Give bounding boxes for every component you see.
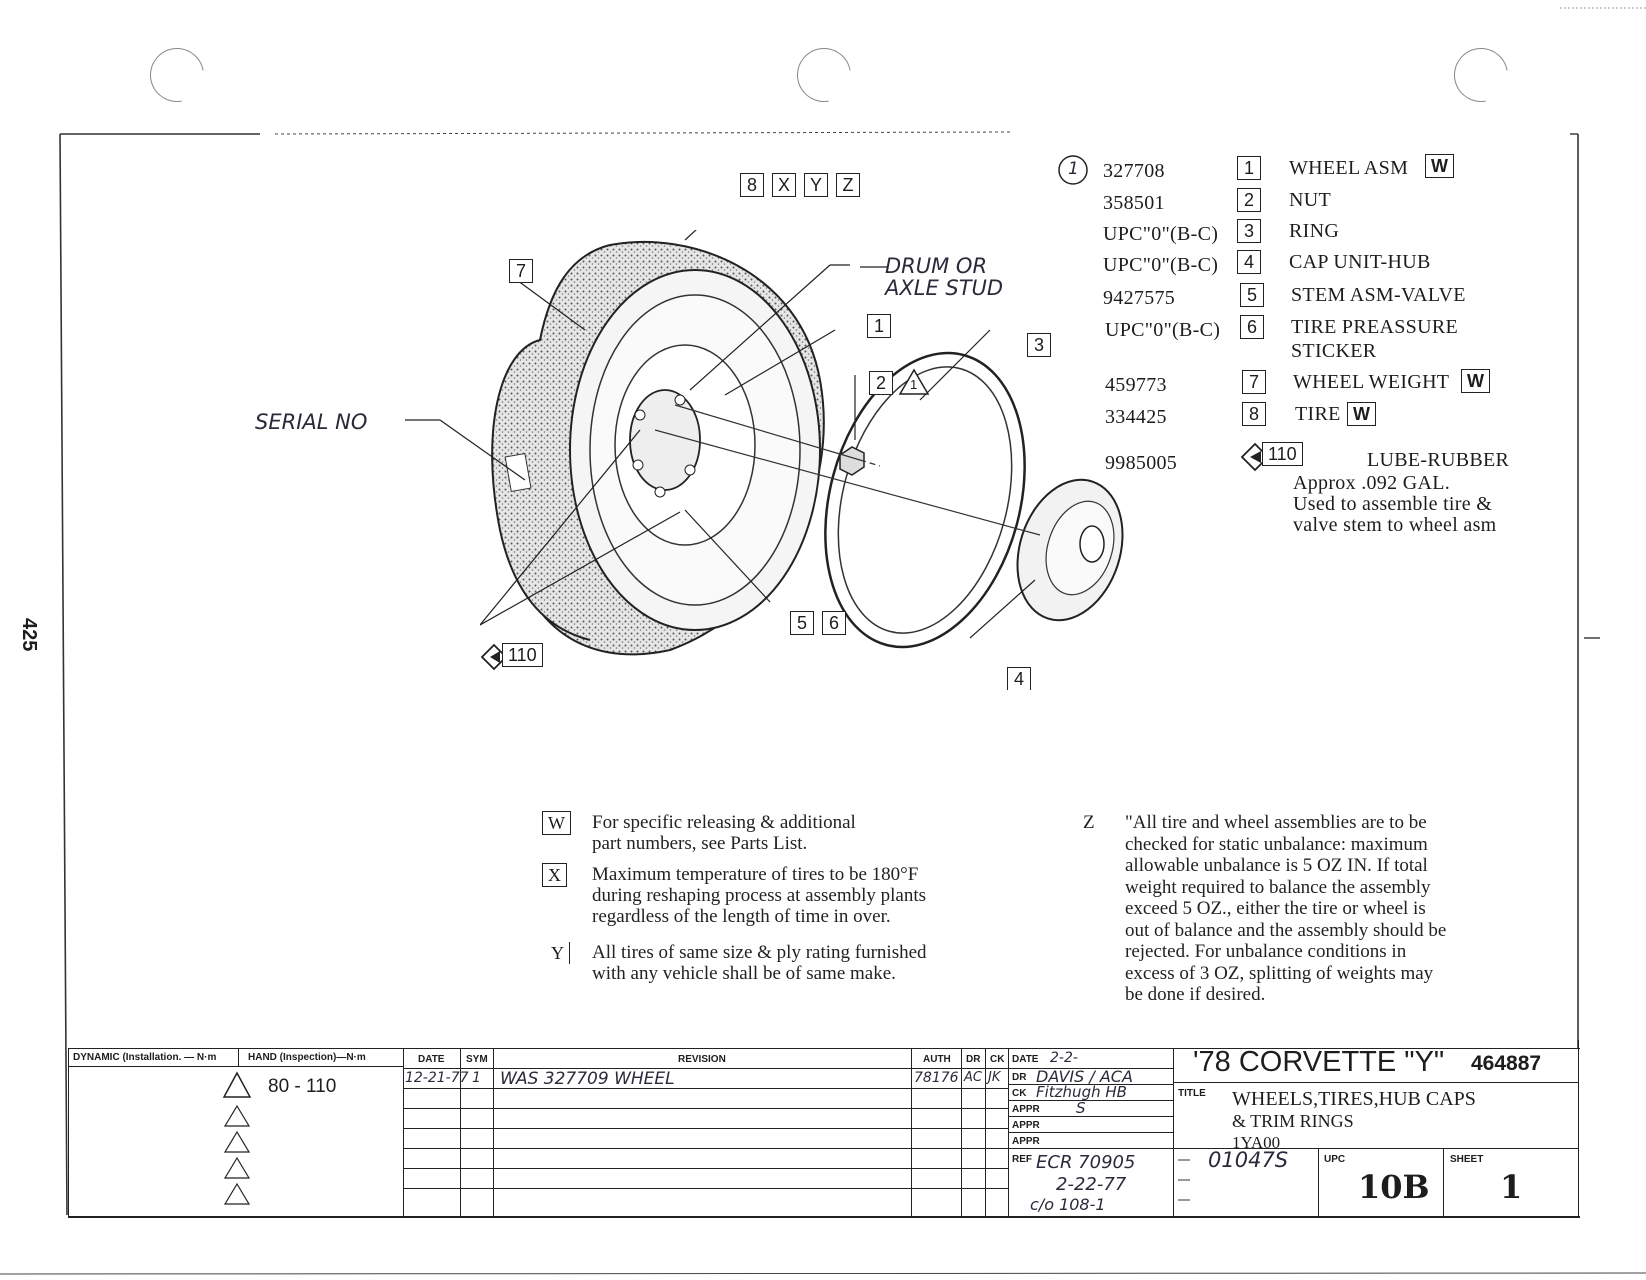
callout-flag-z: Z bbox=[836, 173, 860, 197]
note-x-line2: during reshaping process at assembly plants bbox=[592, 885, 927, 906]
note-z-line9: be done if desired. bbox=[1125, 984, 1266, 1005]
callout-flag-y: Y bbox=[804, 173, 828, 197]
note-z-line4: weight required to balance the assembly bbox=[1125, 876, 1431, 898]
part-item-7: 7 bbox=[1242, 370, 1266, 394]
note-z-line3: allowable unbalance is 5 OZ IN. If total bbox=[1125, 855, 1428, 876]
sheet-value: 1 bbox=[1500, 1168, 1523, 1206]
rev-header-auth: AUTH bbox=[923, 1054, 951, 1065]
parts-list bbox=[1055, 152, 1575, 536]
rev-header-ck: CK bbox=[990, 1054, 1005, 1065]
ref-line-2: 2-22-77 bbox=[1056, 1174, 1127, 1195]
appr-2-label: APPR bbox=[1012, 1120, 1040, 1131]
part-no-4: UPC"0"(B-C) bbox=[1103, 254, 1219, 276]
serial-leader-line bbox=[400, 405, 550, 495]
part-desc-6: TIRE PREASSURE bbox=[1291, 316, 1459, 338]
appr-date-value: 2-2- bbox=[1050, 1050, 1078, 1066]
part-no-5: 9427575 bbox=[1103, 287, 1176, 309]
rev-row-1-ck: JK bbox=[988, 1070, 1001, 1085]
part-no-3: UPC"0"(B-C) bbox=[1103, 223, 1219, 245]
callout-5: 5 bbox=[790, 611, 814, 635]
serial-no-label: SERIAL NO bbox=[255, 410, 368, 434]
code-dashes bbox=[1176, 1152, 1196, 1214]
part-no-6: UPC"0"(B-C) bbox=[1105, 319, 1221, 341]
callout-110-label: 110 bbox=[502, 643, 543, 667]
drum-label-line2: AXLE STUD bbox=[885, 276, 1004, 300]
part-no-1: 327708 bbox=[1103, 160, 1165, 182]
sheet-label: SHEET bbox=[1450, 1154, 1484, 1165]
part-desc-5: STEM ASM-VALVE bbox=[1291, 284, 1466, 306]
part-desc-1: WHEEL ASM bbox=[1289, 157, 1409, 179]
part-item-6: 6 bbox=[1240, 315, 1264, 339]
note-z-line6: out of balance and the assembly should be bbox=[1125, 919, 1447, 941]
note-key-x: X bbox=[542, 863, 567, 887]
title-label: TITLE bbox=[1178, 1088, 1206, 1099]
note-x-line1: Maximum temperature of tires to be 180°F bbox=[592, 864, 919, 885]
note-key-y: Y bbox=[546, 942, 570, 964]
appr-1-label: APPR bbox=[1012, 1104, 1040, 1115]
rev-row-1-dr: AC bbox=[964, 1070, 982, 1085]
appr-dr-value: DAVIS / ACA bbox=[1036, 1067, 1133, 1086]
appr-ck-value: Fitzhugh HB bbox=[1036, 1083, 1127, 1101]
torque-header-hand: HAND (Inspection)—N·m bbox=[248, 1052, 366, 1063]
appr-3-label: APPR bbox=[1012, 1136, 1040, 1147]
rev-header-sym: SYM bbox=[466, 1054, 488, 1065]
note-key-z: Z bbox=[1083, 812, 1095, 833]
notes-right bbox=[1075, 810, 1575, 1010]
appr-dr-label: DR bbox=[1012, 1072, 1027, 1083]
appr-ck-label: CK bbox=[1012, 1088, 1027, 1099]
nut-shape bbox=[840, 447, 864, 475]
upc-label: UPC bbox=[1324, 1154, 1346, 1165]
callout-flag-8: 8 bbox=[740, 173, 764, 197]
part-desc-6-line2: STICKER bbox=[1291, 340, 1377, 362]
note-y-line1: All tires of same size & ply rating furnished bbox=[592, 942, 927, 963]
note-y-line2: with any vehicle shall be of same make. bbox=[592, 963, 896, 984]
note-x-line3: regardless of the length of time in over. bbox=[592, 906, 891, 927]
title-line-3: 1YA00 bbox=[1232, 1133, 1281, 1152]
lube-line-2: Used to assemble tire & bbox=[1293, 493, 1493, 515]
drum-label-line1: DRUM OR bbox=[885, 254, 988, 278]
model-name: '78 CORVETTE "Y" bbox=[1193, 1046, 1445, 1078]
callout-3: 3 bbox=[1027, 333, 1051, 357]
part-desc-2: NUT bbox=[1289, 189, 1332, 211]
title-block bbox=[68, 1040, 1580, 1218]
lube-part-no: 9985005 bbox=[1105, 452, 1178, 474]
callout-4: 4 bbox=[1007, 667, 1031, 690]
note-w-line1: For specific releasing & additional bbox=[592, 812, 856, 833]
ref-line-1: ECR 70905 bbox=[1036, 1152, 1136, 1173]
part-item-1: 1 bbox=[1237, 156, 1261, 180]
torque-value: 80 - 110 bbox=[268, 1076, 337, 1097]
page-number: 425 bbox=[18, 618, 40, 652]
lube-desc: LUBE-RUBBER bbox=[1367, 449, 1510, 471]
part-desc-3: RING bbox=[1289, 220, 1340, 242]
note-z-line7: rejected. For unbalance conditions in bbox=[1125, 941, 1407, 962]
lube-line-3: valve stem to wheel asm bbox=[1293, 514, 1497, 536]
part-flag-7: W bbox=[1461, 369, 1490, 393]
note-z-line5: exceed 5 OZ., either the tire or wheel is bbox=[1125, 898, 1426, 919]
part-flag-1: W bbox=[1425, 154, 1454, 178]
drum-leader-line bbox=[860, 262, 890, 272]
upc-value: 10B bbox=[1358, 1168, 1430, 1206]
notes-left bbox=[540, 810, 1040, 990]
note-w-line2: part numbers, see Parts List. bbox=[592, 833, 808, 854]
part-desc-7: WHEEL WEIGHT bbox=[1293, 371, 1450, 393]
part-flag-8: W bbox=[1347, 402, 1376, 426]
title-line-1: WHEELS,TIRES,HUB CAPS bbox=[1232, 1088, 1476, 1110]
callout-2: 2 bbox=[869, 371, 893, 395]
part-no-7: 459773 bbox=[1105, 374, 1167, 396]
note-z-line2: checked for static unbalance: maximum bbox=[1125, 833, 1428, 855]
rev-header-revision: REVISION bbox=[678, 1054, 726, 1065]
callout-2-triangle-number: 1 bbox=[910, 377, 918, 392]
note-z-line8: excess of 3 OZ, splitting of weights may bbox=[1125, 962, 1434, 984]
callout-7: 7 bbox=[509, 259, 533, 283]
rev-row-1-auth: 78176 bbox=[914, 1070, 959, 1086]
part-desc-8: TIRE bbox=[1295, 403, 1341, 425]
rev-row-1-date: 12-21-77 bbox=[405, 1070, 469, 1086]
part-no-2: 358501 bbox=[1103, 192, 1165, 214]
rev-row-1-sym: 1 bbox=[472, 1070, 481, 1086]
part-item-5: 5 bbox=[1240, 283, 1264, 307]
circle-mark-number: 1 bbox=[1068, 159, 1079, 179]
appr-date-label: DATE bbox=[1012, 1054, 1039, 1065]
note-z-line1: "All tire and wheel assemblies are to be bbox=[1125, 812, 1427, 833]
drawing-number: 464887 bbox=[1471, 1052, 1542, 1075]
torque-triangles bbox=[222, 1070, 252, 1220]
title-line-2: & TRIM RINGS bbox=[1232, 1111, 1354, 1131]
part-desc-4: CAP UNIT-HUB bbox=[1289, 251, 1431, 273]
part-item-8: 8 bbox=[1242, 402, 1266, 426]
appr-1-value: S bbox=[1076, 1099, 1086, 1117]
note-key-w: W bbox=[542, 811, 571, 835]
rev-header-dr: DR bbox=[966, 1054, 981, 1065]
rev-header-date: DATE bbox=[418, 1054, 445, 1065]
ref-line-3: c/o 108-1 bbox=[1030, 1195, 1106, 1214]
callout-1: 1 bbox=[867, 314, 891, 338]
part-item-2: 2 bbox=[1237, 188, 1261, 212]
part-item-4: 4 bbox=[1237, 250, 1261, 274]
part-item-3: 3 bbox=[1237, 219, 1261, 243]
torque-header-dynamic: DYNAMIC (Installation. — N·m bbox=[73, 1052, 217, 1063]
callout-6: 6 bbox=[822, 611, 846, 635]
code-number: 01047S bbox=[1208, 1148, 1289, 1172]
lube-line-1: Approx .092 GAL. bbox=[1293, 472, 1451, 494]
part-no-8: 334425 bbox=[1105, 406, 1167, 428]
lube-item: 110 bbox=[1262, 442, 1303, 466]
ref-label: REF bbox=[1012, 1154, 1032, 1165]
rev-row-1-revision: WAS 327709 WHEEL bbox=[500, 1069, 675, 1089]
callout-flag-x: X bbox=[772, 173, 796, 197]
